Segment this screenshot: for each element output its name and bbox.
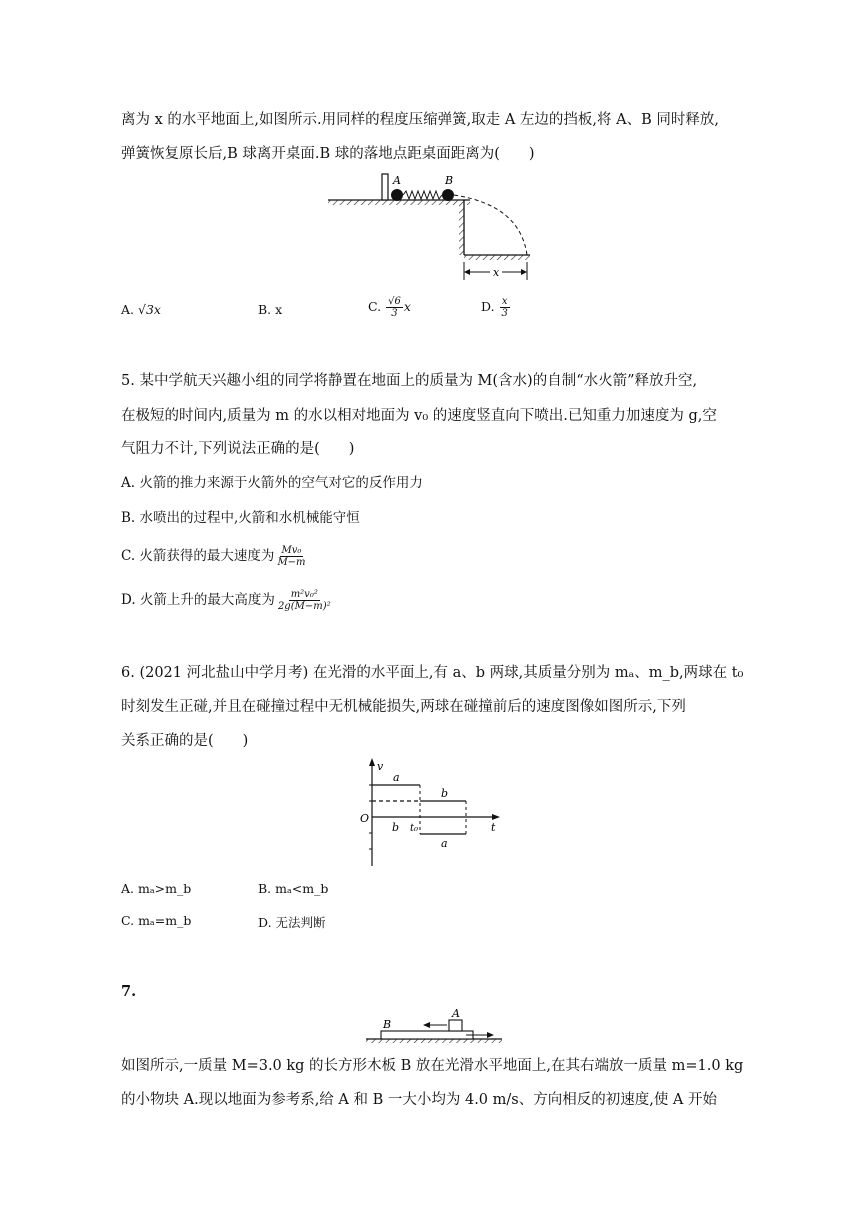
q5-option-b: B. 水喷出的过程中,火箭和水机械能守恒 bbox=[121, 510, 360, 526]
q4-text-line1: 离为 x 的水平地面上,如图所示.用同样的程度压缩弹簧,取走 A 左边的挡板,将 A、B 同时释放, bbox=[121, 112, 719, 128]
q4-option-c: C. $\frac{√6}{3}$ x bbox=[368, 296, 411, 319]
q4-label-b: B bbox=[445, 174, 454, 187]
q7-text-line1: 如图所示,一质量 M=3.0 kg 的长方形木板 B 放在光滑水平地面上,在其右端放一质量 m=1.0 kg bbox=[121, 1058, 744, 1074]
q6-b-top-label: b bbox=[441, 787, 449, 800]
q6-b-bottom-label: b bbox=[392, 821, 400, 834]
q6-a-bottom-label: a bbox=[441, 837, 448, 850]
q4-label-x: x bbox=[493, 266, 500, 279]
q6-option-c: C. mₐ=m_b bbox=[121, 913, 192, 928]
q4-option-b: B. x bbox=[258, 302, 283, 317]
q5-text-line3: 气阻力不计,下列说法正确的是( ) bbox=[121, 441, 355, 457]
q5-option-a: A. 火箭的推力来源于火箭外的空气对它的反作用力 bbox=[121, 475, 423, 491]
q7-label-b: B bbox=[383, 1018, 392, 1031]
q6-t0-label: t₀ bbox=[410, 823, 419, 834]
q6-text-line3: 关系正确的是( ) bbox=[121, 733, 249, 749]
q7-number: 7. bbox=[121, 983, 137, 1000]
q4-option-d: D. $\frac{x}{3}$ bbox=[481, 296, 508, 319]
q7-text-line2: 的小物块 A.现以地面为参考系,给 A 和 B 一大小均为 4.0 m/s、方向相反的初速度,使 A 开始 bbox=[121, 1092, 718, 1108]
q6-option-d: D. 无法判断 bbox=[258, 915, 326, 930]
q7-label-a: A bbox=[452, 1007, 460, 1020]
q6-axis-v-label: v bbox=[377, 760, 384, 773]
q6-option-b: B. mₐ<m_b bbox=[258, 881, 329, 896]
q4-text-line2: 弹簧恢复原长后,B 球离开桌面.B 球的落地点距桌面距离为( ) bbox=[121, 146, 535, 162]
q5-option-c: C. 火箭获得的最大速度为 $\frac{\text{Mv₀}}{M-m}$ bbox=[121, 545, 306, 568]
q4-option-a: A. √3x bbox=[121, 302, 161, 317]
q5-text-line2: 在极短的时间内,质量为 m 的水以相对地面为 v₀ 的速度竖直向下喷出.已知重力加速度为 g,空 bbox=[121, 408, 717, 424]
q6-text-line2: 时刻发生正碰,并且在碰撞过程中无机械能损失,两球在碰撞前后的速度图像如图所示,下列 bbox=[121, 699, 686, 715]
q4-label-a: A bbox=[393, 174, 401, 187]
q6-option-a: A. mₐ>m_b bbox=[121, 881, 192, 896]
q6-a-top-label: a bbox=[393, 771, 400, 784]
q5-text-line1: 5. 某中学航天兴趣小组的同学将静置在地面上的质量为 M(含水)的自制“水火箭”释放升空, bbox=[121, 373, 698, 389]
q5-option-d: D. 火箭上升的最大高度为 $\frac{\text{m²v₀²}}{\text{2g(M−m)²}}$ bbox=[121, 589, 331, 612]
q6-axis-t-label: t bbox=[491, 821, 496, 834]
q6-text-line1: 6. (2021 河北盐山中学月考) 在光滑的水平面上,有 a、b 两球,其质量分别为 mₐ、m_b,两球在 t₀ bbox=[121, 665, 744, 681]
q6-origin-label: O bbox=[360, 812, 370, 825]
